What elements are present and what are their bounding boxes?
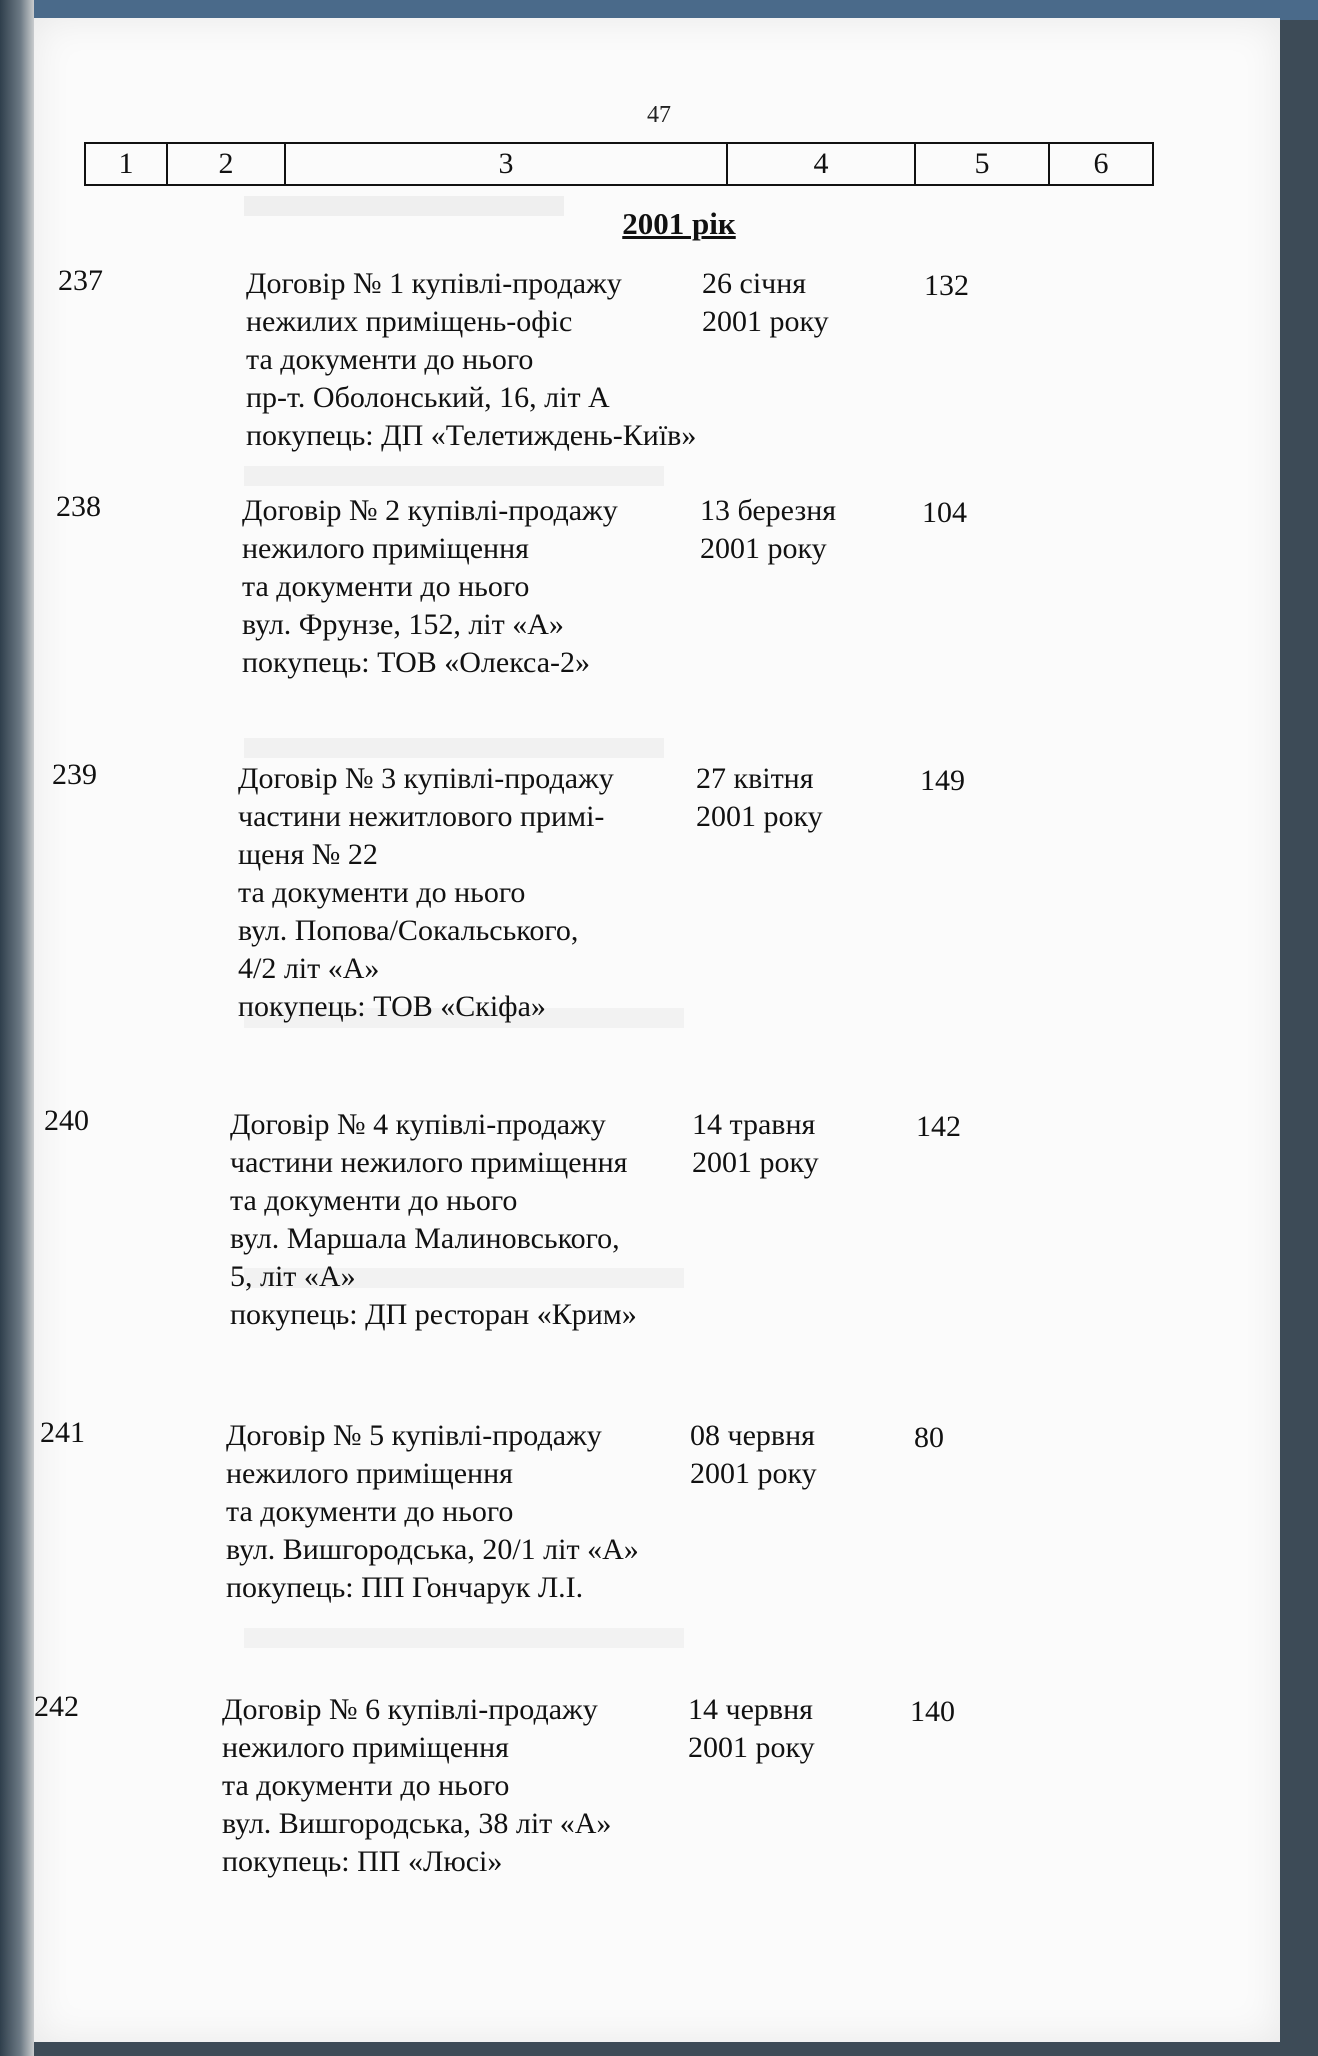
entry-page-count: 140 [910, 1695, 955, 1728]
entry-number: 238 [56, 490, 101, 523]
description-line: покупець: ПП «Люсі» [222, 1845, 503, 1878]
entry-date [690, 1417, 890, 1493]
description-line: покупець: ПП Гончарук Л.І. [226, 1571, 584, 1604]
entry-date [696, 760, 896, 836]
description-line: вул. Попова/Сокальського, [238, 914, 579, 947]
description-line: вул. Вишгородська, 38 літ «А» [222, 1807, 612, 1840]
description-line: та документи до нього [230, 1184, 518, 1217]
description-line: покупець: ДП ресторан «Крим» [230, 1298, 637, 1331]
entry-number: 242 [34, 1690, 79, 1723]
description-line: Договір № 1 купівлі-продажу [246, 267, 622, 300]
date-line: 2001 року [702, 305, 829, 338]
description-line: та документи до нього [222, 1769, 510, 1802]
document-page [34, 18, 1280, 2042]
date-line: 14 травня [692, 1108, 816, 1141]
description-line: частини нежилого приміщення [230, 1146, 628, 1179]
entry-page-count: 104 [922, 496, 967, 529]
column-header: 3 [285, 143, 727, 185]
column-number-header [84, 142, 1154, 186]
bleed-through-shadow [244, 466, 664, 486]
entry-page-count: 142 [916, 1110, 961, 1143]
column-header: 5 [915, 143, 1049, 185]
entry-page-count: 132 [924, 269, 969, 302]
entry-description [238, 760, 718, 1026]
description-line: та документи до нього [226, 1495, 514, 1528]
entry-description [226, 1417, 706, 1607]
description-line: нежилого приміщення [222, 1731, 509, 1764]
scanner-background-top [0, 0, 1318, 20]
entry-description [230, 1106, 710, 1334]
scanner-background-left [0, 0, 34, 2056]
description-line: вул. Маршала Малиновського, [230, 1222, 620, 1255]
entry-description [242, 492, 722, 682]
description-line: покупець: ДП «Телетиждень-Київ» [246, 419, 697, 452]
column-header-row [85, 143, 1153, 185]
description-line: щеня № 22 [238, 838, 378, 871]
bleed-through-shadow [244, 1628, 684, 1648]
bleed-through-shadow [244, 196, 564, 216]
date-line: 14 червня [688, 1693, 813, 1726]
description-line: та документи до нього [242, 570, 530, 603]
entry-date [702, 265, 902, 341]
entry-number: 237 [58, 264, 103, 297]
entry-date [688, 1691, 888, 1767]
description-line: вул. Фрунзе, 152, літ «А» [242, 608, 564, 641]
date-line: 13 березня [700, 494, 837, 527]
description-line: покупець: ТОВ «Олекса-2» [242, 646, 591, 679]
description-line: та документи до нього [238, 876, 526, 909]
page-number: 47 [647, 102, 671, 128]
description-line: 5, літ «А» [230, 1260, 356, 1293]
date-line: 26 січня [702, 267, 807, 300]
entry-description [246, 265, 726, 455]
section-year-title: 2001 рік [622, 206, 736, 241]
date-line: 2001 року [700, 532, 827, 565]
entry-date [700, 492, 900, 568]
date-line: 08 червня [690, 1419, 815, 1452]
description-line: частини нежитлового примі- [238, 800, 605, 833]
bleed-through-shadow [244, 738, 664, 758]
description-line: Договір № 6 купівлі-продажу [222, 1693, 598, 1726]
description-line: нежилого приміщення [242, 532, 529, 565]
description-line: Договір № 3 купівлі-продажу [238, 762, 614, 795]
date-line: 2001 року [690, 1457, 817, 1490]
column-header: 1 [85, 143, 167, 185]
entry-number: 240 [44, 1104, 89, 1137]
description-line: Договір № 5 купівлі-продажу [226, 1419, 602, 1452]
description-line: вул. Вишгородська, 20/1 літ «А» [226, 1533, 639, 1566]
entry-date [692, 1106, 892, 1182]
date-line: 2001 року [692, 1146, 819, 1179]
description-line: нежилих приміщень-офіс [246, 305, 573, 338]
description-line: 4/2 літ «А» [238, 952, 380, 985]
entry-number: 239 [52, 758, 97, 791]
entry-number: 241 [40, 1416, 85, 1449]
column-header: 6 [1049, 143, 1153, 185]
column-header: 2 [167, 143, 285, 185]
entry-description [222, 1691, 702, 1881]
date-line: 27 квітня [696, 762, 814, 795]
date-line: 2001 року [696, 800, 823, 833]
description-line: Договір № 2 купівлі-продажу [242, 494, 618, 527]
description-line: покупець: ТОВ «Скіфа» [238, 990, 546, 1023]
description-line: пр-т. Оболонський, 16, літ А [246, 381, 610, 414]
entry-page-count: 149 [920, 764, 965, 797]
date-line: 2001 року [688, 1731, 815, 1764]
description-line: та документи до нього [246, 343, 534, 376]
entry-page-count: 80 [914, 1421, 944, 1454]
column-header: 4 [727, 143, 915, 185]
description-line: Договір № 4 купівлі-продажу [230, 1108, 606, 1141]
description-line: нежилого приміщення [226, 1457, 513, 1490]
